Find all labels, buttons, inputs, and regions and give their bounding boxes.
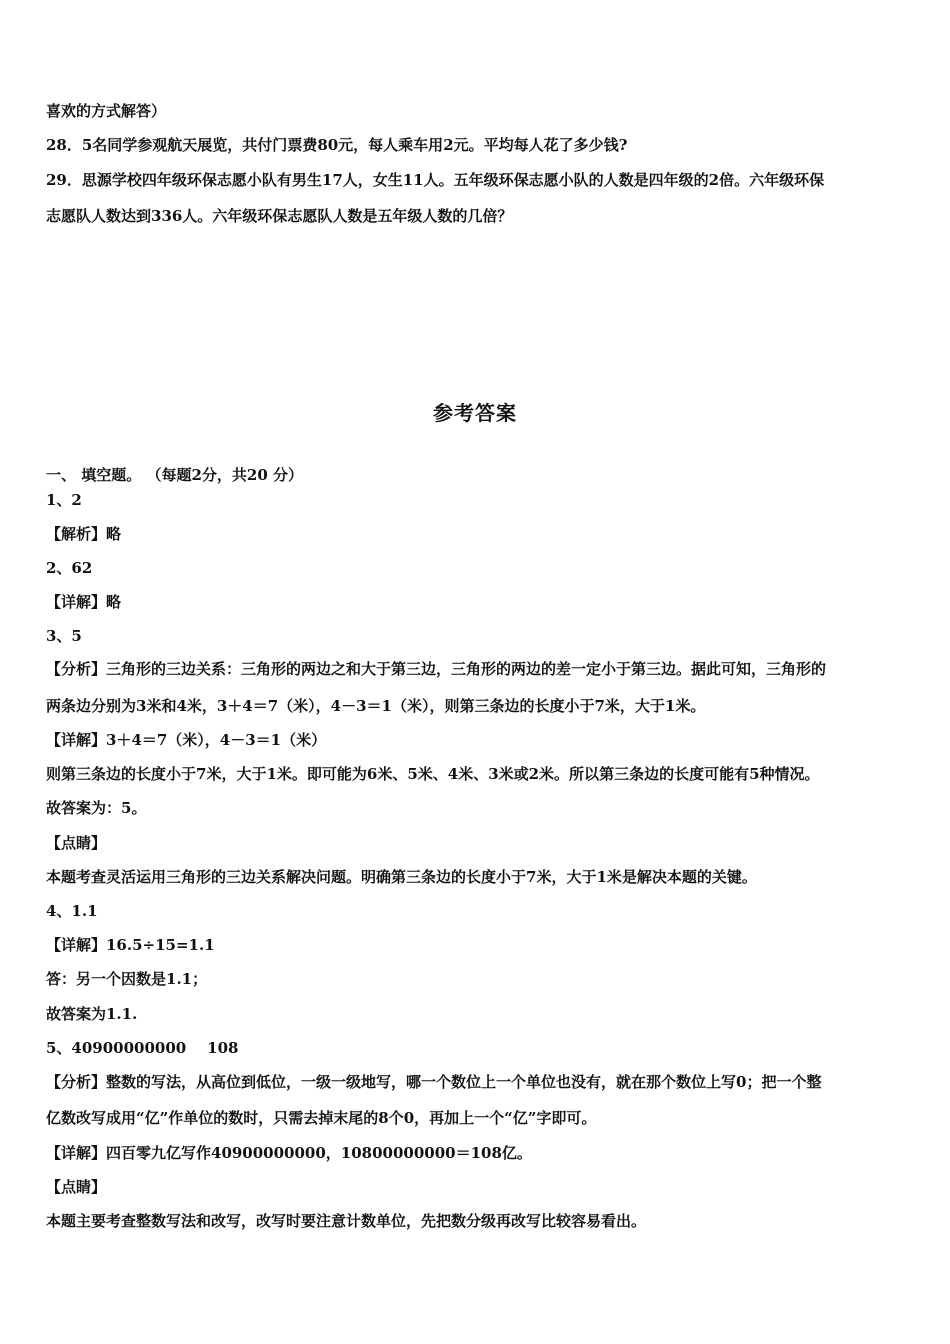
answer-5-comment: 本题主要考查整数写法和改写，改写时要注意计数单位，先把数分级再改写比较容易看出。 [46,1212,647,1230]
answer-5-analysis-line-2: 亿数改写成用“亿”作单位的数时，只需去掉末尾的8个0，再加上一个“亿”字即可。 [46,1109,597,1127]
answer-5-label: 5、40900000000 108 [46,1039,239,1057]
answers-title: 参考答案 [433,401,517,425]
answer-5-comment-label: 【点睛】 [46,1178,107,1196]
answer-5-detail: 【详解】四百零九亿写作40900000000，10800000000＝108亿。 [46,1144,532,1162]
answer-4-conclusion: 故答案为1.1. [46,1005,138,1023]
answer-1-analysis: 【解析】略 [46,525,122,543]
answer-4-answer: 答：另一个因数是1.1； [46,970,208,988]
question-27-tail: 喜欢的方式解答） [46,102,167,120]
answer-1-label: 1、2 [46,491,82,509]
question-29-line-1: 29．思源学校四年级环保志愿小队有男生17人，女生11人。五年级环保志愿小队的人数是四年级的2倍。六年级环保 [46,171,825,189]
answer-3-analysis-line-2: 两条边分别为3米和4米，3＋4＝7（米），4－3＝1（米），则第三条边的长度小于7米，大于1米。 [46,697,706,715]
answer-2-label: 2、62 [46,559,93,577]
answer-2-detail: 【详解】略 [46,593,122,611]
answer-3-analysis-line-1: 【分析】三角形的三边关系：三角形的两边之和大于第三边，三角形的两边的差一定小于第三边。据此可知，三角形的 [46,660,827,678]
section-header: 一、 填空题。 （每题2分，共20 分） [46,466,303,484]
answer-4-detail: 【详解】16.5÷15=1.1 [46,936,215,954]
question-29-line-2: 志愿队人数达到336人。六年级环保志愿队人数是五年级人数的几倍？ [46,207,513,225]
answer-3-detail-line-2: 则第三条边的长度小于7米，大于1米。即可能为6米、5米、4米、3米或2米。所以第三条边的长度可能有5种情况。 [46,765,820,783]
answer-5-analysis-line-1: 【分析】整数的写法，从高位到低位，一级一级地写，哪一个数位上一个单位也没有，就在那个数位上写0；把一个整 [46,1073,822,1091]
answer-3-comment: 本题考查灵活运用三角形的三边关系解决问题。明确第三条边的长度小于7米，大于1米是解决本题的关键。 [46,868,757,886]
answer-3-conclusion: 故答案为：5。 [46,799,147,817]
question-28: 28．5名同学参观航天展览，共付门票费80元，每人乘车用2元。平均每人花了多少钱? [46,136,628,154]
answer-4-label: 4、1.1 [46,902,98,920]
answer-3-detail: 【详解】3＋4＝7（米），4－3＝1（米） [46,731,327,749]
answer-3-comment-label: 【点睛】 [46,834,107,852]
answer-3-label: 3、5 [46,627,82,645]
